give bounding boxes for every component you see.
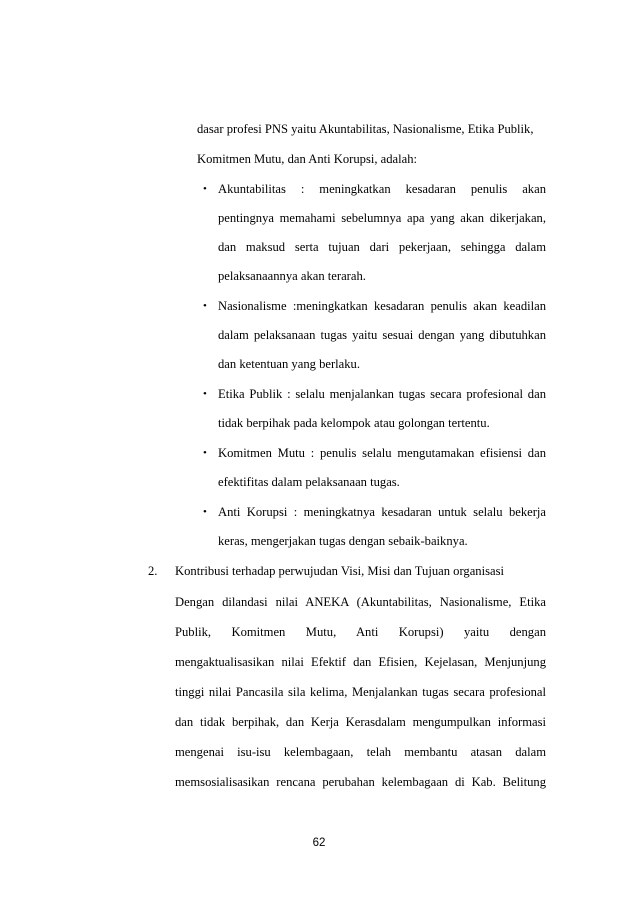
bullet-marker: • <box>203 300 207 312</box>
bullet-marker: • <box>203 388 207 400</box>
bullet-4-line-1: Komitmen Mutu : penulis selalu mengutamakan efisiensi dan <box>218 446 546 460</box>
bullet-2-line-2: dalam pelaksanaan tugas yaitu sesuai dengan yang dibutuhkan <box>218 328 546 342</box>
bullet-2-line-3: dan ketentuan yang berlaku. <box>218 357 360 371</box>
bullet-marker: • <box>203 183 207 195</box>
bullet-1-line-2: pentingnya memahami sebelumnya apa yang akan dikerjakan, <box>218 211 546 225</box>
bullet-3-line-1: Etika Publik : selalu menjalankan tugas secara profesional dan <box>218 387 546 401</box>
page-number: 62 <box>312 837 326 849</box>
bullet-4-line-2: efektifitas dalam pelaksanaan tugas. <box>218 475 400 489</box>
bullet-marker: • <box>203 447 207 459</box>
bullet-1-line-4: pelaksanaannya akan terarah. <box>218 269 366 283</box>
section-2-line-5: dan tidak berpihak, dan Kerja Kerasdalam mengumpulkan informasi <box>175 715 546 729</box>
section-2-line-4: tinggi nilai Pancasila sila kelima, Menjalankan tugas secara profesional <box>175 685 546 699</box>
section-2-number: 2. <box>148 564 158 578</box>
intro-line-1: dasar profesi PNS yaitu Akuntabilitas, Nasionalisme, Etika Publik, <box>197 122 534 136</box>
section-2-line-6: mengenai isu-isu kelembagaan, telah membantu atasan dalam <box>175 745 546 759</box>
bullet-2-line-1: Nasionalisme :meningkatkan kesadaran penulis akan keadilan <box>218 299 546 313</box>
section-2-line-3: mengaktualisasikan nilai Efektif dan Efisien, Kejelasan, Menjunjung <box>175 655 546 669</box>
bullet-5-line-2: keras, mengerjakan tugas dengan sebaik-baiknya. <box>218 534 468 548</box>
section-2-heading: Kontribusi terhadap perwujudan Visi, Misi dan Tujuan organisasi <box>175 564 504 578</box>
intro-line-2: Komitmen Mutu, dan Anti Korupsi, adalah: <box>197 152 418 166</box>
section-2-line-1: Dengan dilandasi nilai ANEKA (Akuntabilitas, Nasionalisme, Etika <box>175 595 546 609</box>
bullet-5-line-1: Anti Korupsi : meningkatnya kesadaran untuk selalu bekerja <box>218 505 546 519</box>
bullet-marker: • <box>203 506 207 518</box>
bullet-1-line-3: dan maksud serta tujuan dari pekerjaan, sehingga dalam <box>218 240 546 254</box>
bullet-3-line-2: tidak berpihak pada kelompok atau golongan tertentu. <box>218 416 490 430</box>
section-2-line-7: memsosialisasikan rencana perubahan kelembagaan di Kab. Belitung <box>175 775 546 789</box>
bullet-1-line-1: Akuntabilitas : meningkatkan kesadaran penulis akan <box>218 182 546 196</box>
section-2-line-2: Publik, Komitmen Mutu, Anti Korupsi) yaitu dengan <box>175 625 546 639</box>
